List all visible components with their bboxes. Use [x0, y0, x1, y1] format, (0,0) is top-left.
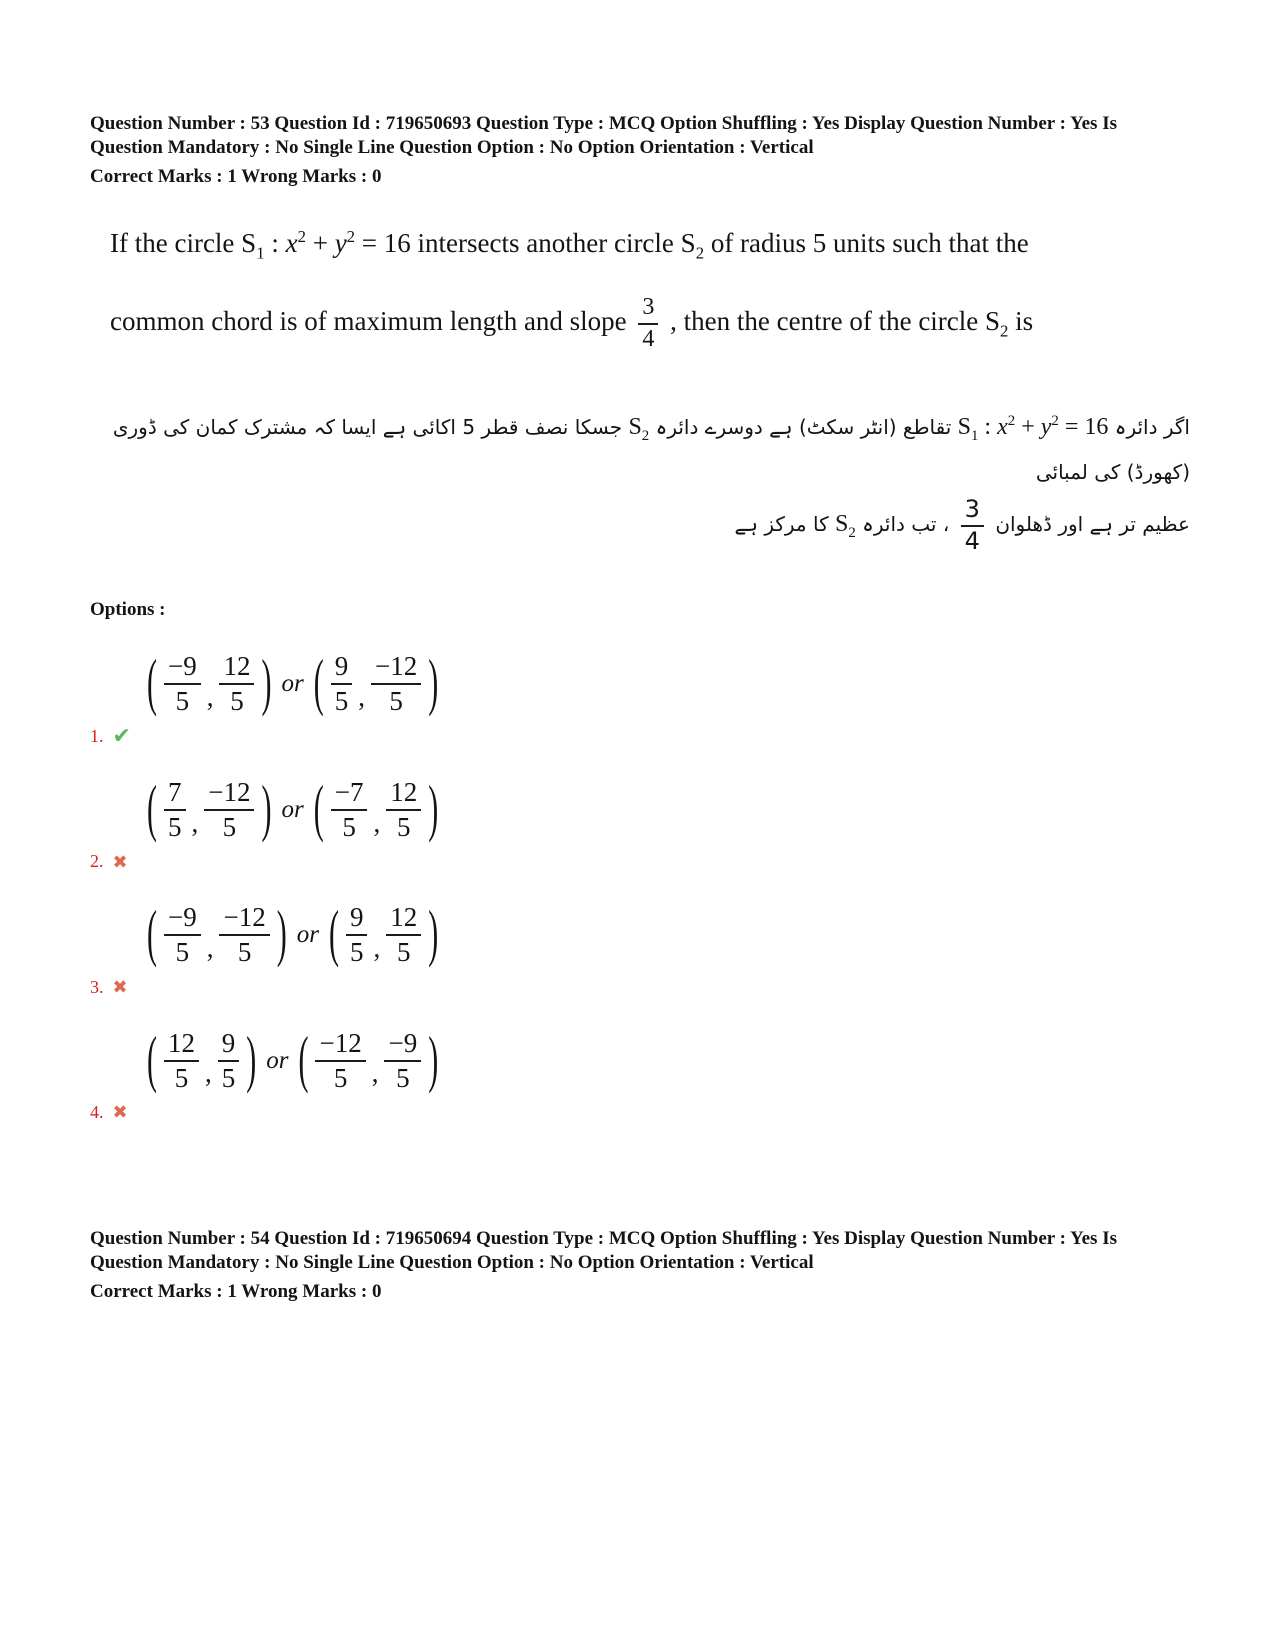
s2-subscript: 2: [848, 524, 856, 541]
close-paren: ): [428, 774, 439, 844]
q53-english-line1: [110, 227, 1190, 264]
open-paren: (: [147, 1024, 157, 1095]
option-4-number: 4.: [90, 1101, 104, 1122]
q53-ur-text-f: کا مرکز ہے: [734, 512, 829, 537]
or-word: or: [266, 1046, 289, 1074]
fraction: [331, 777, 368, 843]
option-4: [90, 1024, 1190, 1123]
fraction-numerator: 9: [346, 902, 368, 936]
q53-english-line2: [110, 294, 1190, 353]
math-value-16: 16: [1084, 414, 1109, 441]
q53-en-text-f: is: [1015, 306, 1034, 337]
fraction: [164, 777, 186, 843]
q53-en-text-c: of radius 5 units such that the: [710, 228, 1029, 258]
q53-question-english: [90, 227, 1190, 353]
fraction-numerator: −12: [204, 777, 254, 811]
math-y-exponent: 2: [346, 227, 356, 246]
fraction-numerator: −7: [331, 777, 368, 811]
math-x: x: [285, 228, 298, 258]
fraction-denominator: 5: [396, 1062, 410, 1093]
fraction: [219, 651, 254, 717]
fraction-denominator: 5: [174, 1062, 189, 1093]
fraction-denominator: 5: [175, 937, 190, 968]
fraction: [384, 1028, 421, 1094]
comma: ,: [373, 932, 381, 963]
fraction: [164, 902, 201, 968]
option-1: [90, 648, 1190, 749]
fraction-numerator: −9: [164, 651, 201, 685]
fraction-numerator: 12: [219, 651, 254, 685]
option-1-expression: [145, 648, 440, 718]
comma: ,: [206, 932, 214, 963]
fraction-denominator: 5: [230, 686, 244, 717]
math-colon: :: [984, 414, 992, 441]
fraction-numerator: −9: [164, 902, 201, 936]
q54-meta-line1: Question Number : 54 Question Id : 719650694 Question Type : MCQ Option Shuffling : Yes Display Question Number : Yes Is: [90, 1227, 1117, 1249]
fraction-denominator: 5: [396, 812, 411, 843]
q53-question-urdu: [90, 403, 1190, 555]
q53-urdu-line1: [90, 403, 1190, 492]
option-3-marker: [90, 977, 1190, 998]
q53-en-text-a: If the circle: [110, 228, 235, 258]
math-plus: +: [1021, 414, 1035, 441]
fraction-denominator: 5: [349, 937, 364, 968]
fraction-denominator: 5: [175, 686, 190, 717]
math-equals: =: [1064, 414, 1079, 441]
fraction-numerator: −12: [219, 902, 269, 936]
close-paren: ): [261, 648, 272, 718]
slope-numerator: 3: [961, 496, 984, 527]
math-value-16: 16: [383, 228, 411, 258]
q54-meta: [90, 1227, 1190, 1275]
option-1-number: 1.: [90, 725, 104, 746]
q53-meta-line1: Question Number : 53 Question Id : 719650693 Question Type : MCQ Option Shuffling : Yes Display Question Number : Yes Is: [90, 113, 1117, 134]
close-paren: ): [428, 899, 439, 970]
fraction-denominator: 5: [333, 1062, 348, 1093]
q53-ur-text-a: اگر دائرہ: [1114, 415, 1190, 440]
circle-s1-equation: [241, 227, 411, 263]
math-y: y: [334, 228, 347, 258]
math-colon: :: [271, 228, 279, 258]
cross-icon: ✖: [112, 977, 128, 997]
fraction-numerator: 12: [164, 1028, 199, 1062]
fraction-numerator: 12: [386, 777, 421, 811]
fraction-numerator: 9: [218, 1028, 240, 1062]
math-x-exponent: 2: [297, 227, 306, 246]
option-2-number: 2.: [90, 851, 104, 872]
q53-ur-text-b: تقاطع (انٹر سکٹ) ہے دوسرے دائرہ: [655, 415, 952, 440]
fraction-numerator: −12: [315, 1028, 365, 1062]
circle-s2-symbol: [985, 306, 1009, 341]
fraction: [315, 1028, 365, 1094]
fraction-denominator: 5: [396, 937, 411, 968]
fraction: [164, 651, 201, 717]
s2-subscript: 2: [695, 243, 705, 263]
option-3: [90, 899, 1190, 997]
option-2-expression: [145, 774, 440, 844]
fraction-numerator: 7: [164, 777, 186, 811]
cross-icon: ✖: [112, 851, 128, 872]
s2-base: S: [628, 414, 642, 441]
option-3-expression: [145, 899, 440, 970]
option-4-expression: [145, 1024, 440, 1095]
comma: ,: [191, 807, 199, 838]
slope-numerator: 3: [638, 294, 658, 325]
q53-ur-text-c: جسکا نصف قطر 5 اکائی ہے ایسا کہ مشترک کمان کی ڈوری (کھورڈ) کی لمبائی: [112, 415, 1190, 485]
options-label: Options :: [90, 599, 166, 621]
comma: ,: [206, 681, 214, 712]
fraction-denominator: 5: [222, 812, 237, 843]
question-53-block: [90, 112, 1190, 1123]
fraction: [386, 777, 421, 843]
open-paren: (: [147, 648, 157, 718]
open-paren: (: [313, 648, 324, 718]
fraction-denominator: 5: [237, 937, 252, 968]
s2-base: S: [985, 306, 1001, 337]
close-paren: ): [428, 1024, 439, 1095]
fraction: [386, 902, 421, 968]
math-equals: =: [361, 228, 378, 258]
q53-marks: Correct Marks : 1 Wrong Marks : 0: [90, 166, 382, 187]
fraction-denominator: 5: [342, 812, 356, 843]
math-S: S: [957, 414, 971, 441]
s2-base: S: [680, 228, 696, 258]
circle-s1-equation: [957, 413, 1109, 445]
close-paren: ): [428, 648, 439, 718]
fraction: [331, 651, 353, 717]
comma: ,: [373, 807, 381, 838]
fraction-numerator: 12: [386, 902, 421, 936]
open-paren: (: [298, 1024, 309, 1095]
fraction: [164, 1028, 199, 1094]
fraction-numerator: −12: [371, 651, 421, 685]
slope-fraction: [961, 496, 984, 555]
fraction-denominator: 5: [334, 686, 349, 717]
option-2: [90, 774, 1190, 872]
open-paren: (: [147, 899, 157, 970]
s2-subscript: 2: [1000, 321, 1009, 341]
s2-base: S: [834, 511, 849, 538]
fraction: [371, 651, 421, 717]
q53-meta: [90, 112, 1190, 160]
option-2-marker: [90, 851, 1190, 872]
q53-meta-line2: Question Mandatory : No Single Line Question Option : No Option Orientation : Vertical: [90, 137, 814, 158]
s2-subscript: 2: [641, 428, 650, 445]
cross-icon: ✖: [112, 1102, 128, 1123]
math-S-subscript: 1: [970, 428, 979, 445]
q53-en-text-d: common chord is of maximum length and slope: [110, 306, 627, 337]
fraction: [219, 902, 269, 968]
math-S: S: [241, 228, 257, 258]
or-word: or: [296, 921, 319, 949]
option-4-marker: [90, 1102, 1190, 1123]
fraction: [346, 902, 368, 968]
close-paren: ): [261, 774, 272, 844]
comma: ,: [371, 1058, 379, 1089]
fraction-numerator: −9: [384, 1028, 421, 1062]
q53-en-text-e: , then the centre of the circle: [670, 306, 979, 337]
math-S-subscript: 1: [256, 243, 265, 263]
q53-urdu-line2: [90, 496, 1190, 555]
close-paren: ): [276, 899, 287, 970]
circle-s2-symbol: [834, 511, 856, 541]
q54-marks: Correct Marks : 1 Wrong Marks : 0: [90, 1280, 382, 1302]
open-paren: (: [313, 774, 324, 844]
fraction-denominator: 5: [389, 686, 403, 717]
comma: ,: [205, 1058, 212, 1089]
question-54-block: [90, 1227, 1190, 1304]
circle-s2-symbol: [628, 414, 650, 445]
fraction-numerator: 9: [331, 651, 353, 685]
slope-fraction: [638, 294, 658, 353]
q54-meta-line2: Question Mandatory : No Single Line Question Option : No Option Orientation : Vertical: [90, 1251, 814, 1273]
math-plus: +: [312, 228, 328, 258]
q53-en-text-b: intersects another circle: [417, 228, 674, 258]
option-1-marker: [90, 725, 1190, 747]
close-paren: ): [246, 1024, 257, 1095]
q53-ur-text-d: عظیم تر ہے اور ڈھلوان: [995, 512, 1190, 537]
or-word: or: [281, 670, 304, 698]
slope-denominator: 4: [642, 325, 655, 352]
math-y: y: [1040, 414, 1052, 441]
option-3-number: 3.: [90, 976, 104, 997]
open-paren: (: [147, 774, 157, 844]
math-y-exponent: 2: [1051, 413, 1059, 430]
comma: ,: [358, 681, 365, 712]
math-x: x: [997, 414, 1008, 441]
slope-denominator: 4: [964, 526, 980, 555]
fraction-denominator: 5: [221, 1062, 236, 1093]
fraction-denominator: 5: [168, 812, 182, 843]
circle-s2-symbol: [680, 228, 705, 263]
math-x-exponent: 2: [1007, 413, 1016, 430]
fraction: [204, 777, 254, 843]
check-icon: ✔: [112, 723, 131, 749]
fraction: [218, 1028, 240, 1094]
or-word: or: [281, 796, 304, 824]
q53-ur-text-e: ، تب دائرہ: [862, 512, 950, 537]
open-paren: (: [328, 899, 339, 970]
